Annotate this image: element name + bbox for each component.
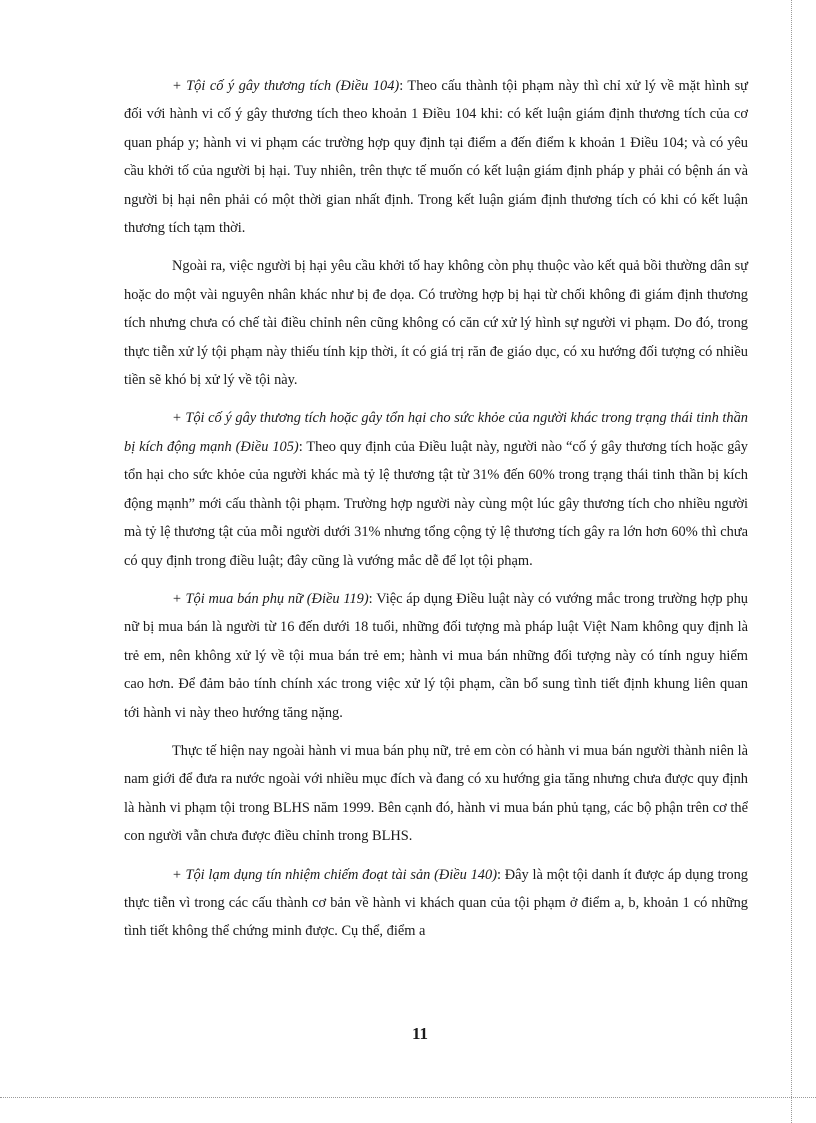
paragraph-text: : Theo cấu thành tội phạm này thì chỉ xử lý về mặt hình sự đối với hành vi cố ý gây thương tích theo khoản 1 Điều 104 khi: có kết luận giám định thương tích của cơ quan pháp y; hành vi vi phạm các trường hợp quy định tại điểm a đến điểm k khoản 1 Điều 104; và có yêu cầu khởi tố của người bị hại. Tuy nhiên, trên thực tế muốn có kết luận giám định pháp y phải có bệnh án và người bị hại nên phải có một thời gian nhất định. Trong kết luận giám định thương tích có khi có kết luận thương tích tạm thời. bbox=[124, 78, 748, 237]
article-heading: + Tội cố ý gây thương tích (Điều 104) bbox=[172, 78, 400, 94]
paragraph-article-104 bbox=[124, 72, 748, 242]
paragraph-article-119 bbox=[124, 585, 748, 727]
paragraph-text: Thực tế hiện nay ngoài hành vi mua bán phụ nữ, trẻ em còn có hành vi mua bán người thành niên là nam giới để đưa ra nước ngoài với nhiều mục đích và đang có xu hướng gia tăng nhưng chưa được quy định là hành vi phạm tội trong BLHS năm 1999. Bên cạnh đó, hành vi mua bán phủ tạng, các bộ phận trên cơ thể con người vẫn chưa được điều chỉnh trong BLHS. bbox=[124, 742, 748, 845]
paragraph-text: Ngoài ra, việc người bị hại yêu cầu khởi tố hay không còn phụ thuộc vào kết quả bồi thường dân sự hoặc do một vài nguyên nhân khác như bị đe dọa. Có trường hợp bị hại từ chối không đi giám định thương tích nhưng chưa có chế tài điều chỉnh nên cũng không có căn cứ xử lý hình sự người vi phạm. Do đó, trong thực tiễn xử lý tội phạm này thiếu tính kịp thời, ít có giá trị răn đe giáo dục, có xu hướng đối tượng có nhiều tiền sẽ khó bị xử lý về tội này. bbox=[124, 258, 748, 389]
paragraph-human-trafficking bbox=[124, 737, 748, 851]
article-heading: + Tội mua bán phụ nữ (Điều 119) bbox=[172, 590, 369, 607]
article-heading: + Tội cố ý gây thương tích hoặc gây tổn hại cho sức khỏe của người khác trong trạng thái tinh thần bị kích động mạnh (Điều 105) bbox=[124, 410, 748, 455]
page-number: 11 bbox=[411, 1024, 429, 1043]
paragraph-text: : Theo quy định của Điều luật này, người nào “cố ý gây thương tích hoặc gây tổn hại cho sức khỏe của người khác mà tỷ lệ thương tật từ 31% đến 60% trong trạng thái tinh thần bị kích động mạnh” mới cấu thành tội phạm. Trường hợp người này cùng một lúc gây thương tích cho nhiều người mà tỷ lệ thương tật của mỗi người dưới 31% nhưng tổng cộng tỷ lệ thương tích gây ra lớn hơn 60% thì chưa có quy định trong điều luật; đây cũng là vướng mắc dễ để lọt tội phạm. bbox=[124, 438, 748, 569]
page-border-bottom bbox=[0, 1097, 816, 1098]
paragraph-text: : Đây là một tội danh ít được áp dụng trong thực tiễn vì trong các cấu thành cơ bản về hành vi khách quan của tội phạm ở điểm a, b, khoản 1 có những tình tiết không thể chứng minh được. Cụ thể, điểm a bbox=[124, 866, 748, 940]
paragraph-article-105 bbox=[124, 404, 748, 574]
document-body bbox=[124, 72, 748, 956]
paragraph-victim-request bbox=[124, 252, 748, 394]
article-heading: + Tội lạm dụng tín nhiệm chiếm đoạt tài sản (Điều 140) bbox=[172, 866, 497, 883]
paragraph-text: : Việc áp dụng Điều luật này có vướng mắc trong trường hợp phụ nữ bị mua bán là người từ 16 đến dưới 18 tuổi, những đối tượng mà pháp luật Việt Nam không quy định là trẻ em, nên không xử lý về tội mua bán trẻ em; hành vi mua bán những đối tượng này có tính nguy hiểm cao hơn. Để đảm bảo tính chính xác trong việc xử lý tội phạm, cần bổ sung tình tiết định khung liên quan tới hành vi này theo hướng tăng nặng. bbox=[124, 590, 748, 721]
page-border-right bbox=[791, 0, 792, 1123]
paragraph-article-140 bbox=[124, 861, 748, 946]
